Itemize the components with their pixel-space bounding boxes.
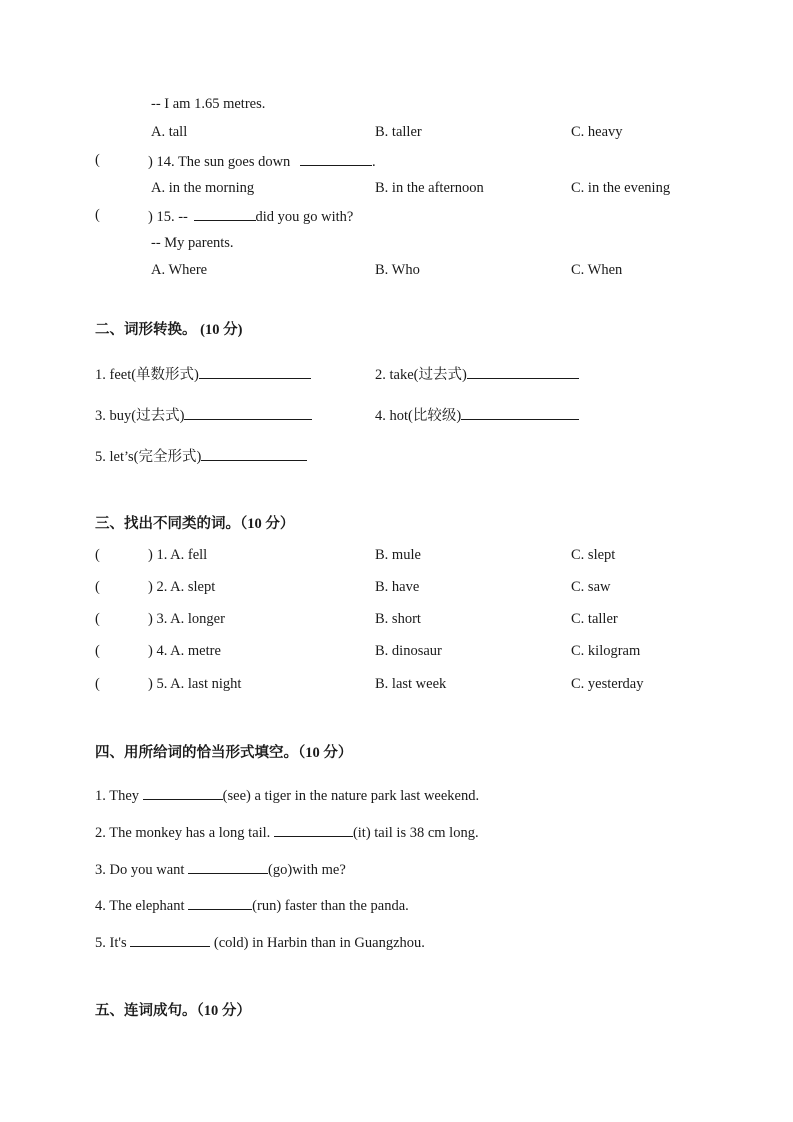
section4-item-5 <box>95 934 425 951</box>
section3-q4-option-b: B. dinosaur <box>375 643 442 659</box>
section3-q4-option-c: C. kilogram <box>571 643 641 659</box>
q14-blank[interactable] <box>300 153 372 166</box>
section3-q5-option-a: ) 5. A. last night <box>148 676 242 692</box>
section4-item-2-before: 2. The monkey has a long tail. <box>95 825 274 841</box>
section4-item-1-before: 1. They <box>95 788 143 804</box>
section5-heading: 五、连词成句。（10 分） <box>95 1003 251 1019</box>
q14-option-c: C. in the evening <box>571 180 671 196</box>
section2-item-4-blank[interactable] <box>461 407 579 420</box>
section2-item-3-blank[interactable] <box>184 407 312 420</box>
section3-q5-option-b: B. last week <box>375 676 447 692</box>
q13-option-b: B. taller <box>375 124 422 140</box>
q14-question <box>148 153 376 170</box>
section4-item-2 <box>95 824 479 841</box>
q14-option-b: B. in the afternoon <box>375 180 484 196</box>
q14-answer-paren[interactable]: ( <box>95 152 100 168</box>
section3-q1-option-a: ) 1. A. fell <box>148 547 208 563</box>
section3-q2-paren[interactable]: ( <box>95 579 100 595</box>
section3-heading: 三、找出不同类的词。（10 分） <box>95 516 295 532</box>
q14-option-a: A. in the morning <box>151 180 255 196</box>
section3-q3-option-c: C. taller <box>571 611 618 627</box>
section3-q3-paren[interactable]: ( <box>95 611 100 627</box>
section2-item-2-label: 2. take(过去式) <box>375 367 467 383</box>
section4-item-1-after: (see) a tiger in the nature park last weekend. <box>222 788 480 804</box>
q13-answer-line: -- I am 1.65 metres. <box>151 96 266 112</box>
section3-q3-option-b: B. short <box>375 611 421 627</box>
section4-item-4 <box>95 897 409 914</box>
section2-item-1-blank[interactable] <box>199 366 311 379</box>
q15-suffix: did you go with? <box>255 209 354 225</box>
q15-option-a: A. Where <box>151 262 208 278</box>
section3-q1-option-c: C. slept <box>571 547 616 563</box>
section2-heading: 二、词形转换。 (10 分) <box>95 322 243 338</box>
section2-item-1 <box>95 366 311 383</box>
q15-question <box>148 208 353 225</box>
q15-blank[interactable] <box>194 208 256 221</box>
section3-q2-option-c: C. saw <box>571 579 611 595</box>
section4-item-3 <box>95 861 346 878</box>
section4-item-5-after: (cold) in Harbin than in Guangzhou. <box>210 935 425 951</box>
section4-item-4-before: 4. The elephant <box>95 898 189 914</box>
section2-item-5-label: 5. let’s(完全形式) <box>95 449 202 465</box>
section3-q3-option-a: ) 3. A. longer <box>148 611 225 627</box>
section2-item-2-blank[interactable] <box>467 366 579 379</box>
section4-item-5-before: 5. It's <box>95 935 131 951</box>
section4-item-3-after: (go)with me? <box>268 862 346 878</box>
section2-item-5-blank[interactable] <box>201 448 307 461</box>
section3-q4-option-a: ) 4. A. metre <box>148 643 221 659</box>
q15-text: ) 15. -- <box>148 209 188 225</box>
q13-option-a: A. tall <box>151 124 188 140</box>
section3-q1-paren[interactable]: ( <box>95 547 100 563</box>
section2-item-2 <box>375 366 579 383</box>
section3-q5-option-c: C. yesterday <box>571 676 644 692</box>
section2-item-4 <box>375 407 579 424</box>
section3-q1-option-b: B. mule <box>375 547 421 563</box>
section4-item-2-after: (it) tail is 38 cm long. <box>352 825 479 841</box>
section3-q5-paren[interactable]: ( <box>95 676 100 692</box>
q15-answer-line: -- My parents. <box>151 235 234 251</box>
section2-item-1-label: 1. feet(单数形式) <box>95 367 199 383</box>
section4-item-5-blank[interactable] <box>130 934 210 947</box>
section4-item-4-after: (run) faster than the panda. <box>252 898 409 914</box>
q15-answer-paren[interactable]: ( <box>95 207 100 223</box>
section4-item-3-before: 3. Do you want <box>95 862 189 878</box>
section2-item-3-label: 3. buy(过去式) <box>95 408 185 424</box>
section4-item-1-blank[interactable] <box>143 787 223 800</box>
section2-item-3 <box>95 407 312 424</box>
section2-item-5 <box>95 448 307 465</box>
section3-q2-option-a: ) 2. A. slept <box>148 579 216 595</box>
section4-item-2-blank[interactable] <box>274 824 353 837</box>
section3-q4-paren[interactable]: ( <box>95 643 100 659</box>
section4-heading: 四、用所给词的恰当形式填空。（10 分） <box>95 745 353 761</box>
q13-option-c: C. heavy <box>571 124 623 140</box>
q14-suffix: . <box>371 154 376 170</box>
section4-item-3-blank[interactable] <box>188 861 268 874</box>
section4-item-4-blank[interactable] <box>188 897 252 910</box>
section4-item-1 <box>95 787 479 804</box>
q15-option-c: C. When <box>571 262 623 278</box>
q14-text: ) 14. The sun goes down <box>148 154 291 170</box>
q15-option-b: B. Who <box>375 262 420 278</box>
section2-item-4-label: 4. hot(比较级) <box>375 408 462 424</box>
section3-q2-option-b: B. have <box>375 579 420 595</box>
